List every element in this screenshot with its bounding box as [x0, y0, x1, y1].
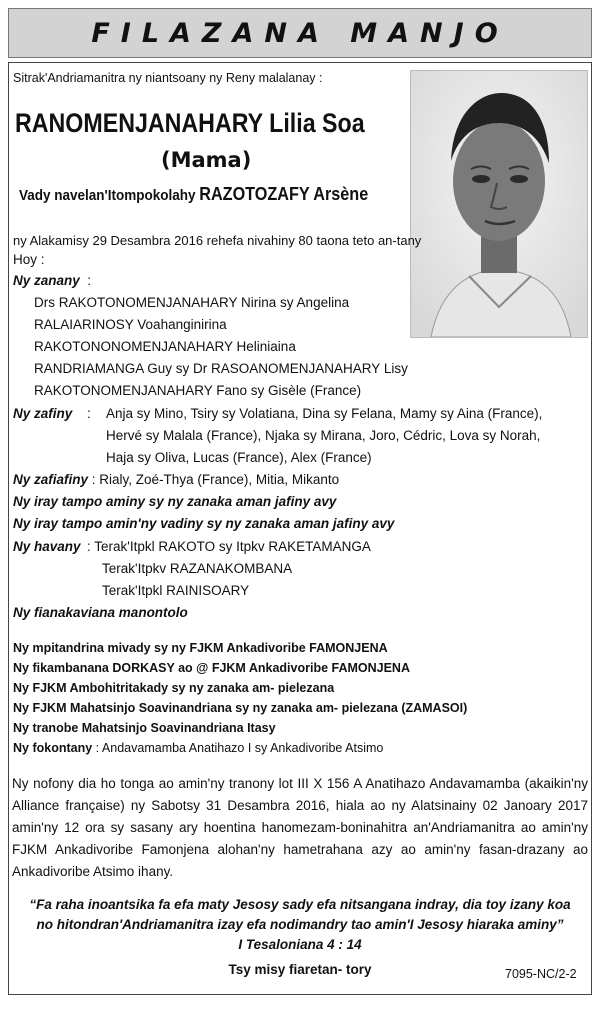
- church-line: Ny FJKM Ambohitritakady sy ny zanaka am- pielezana: [13, 681, 335, 695]
- portrait-image: [411, 71, 587, 337]
- fianakaviana: Ny fianakaviana manontolo: [13, 605, 188, 620]
- spouse-line: [19, 184, 368, 205]
- havany-line: : Terak'Itpkl RAKOTO sy Itpkv RAKETAMANGA: [87, 539, 371, 554]
- closing-text: Tsy misy fiaretan- tory: [228, 962, 372, 977]
- zafiafiny-line: [13, 472, 339, 488]
- reference-code: 7095-NC/2-2: [505, 967, 577, 981]
- church-line: Ny tranobe Mahatsinjo Soavinandriana Itasy: [13, 721, 276, 735]
- banner-title: FILAZANA MANJO: [91, 17, 509, 49]
- havany-label: Ny havany: [13, 539, 81, 554]
- spouse-name: RAZOTOZAFY Arsène: [199, 184, 369, 204]
- zanany-label: Ny zanany :: [13, 273, 92, 288]
- zafiafiny-text: : Rialy, Zoé-Thya (France), Mitia, Mikanto: [91, 472, 340, 487]
- church-line: Ny FJKM Mahatsinjo Soavinandriana sy ny zanaka am- pielezana (ZAMASOI): [13, 701, 468, 715]
- iray-tampo-aminy: Ny iray tampo aminy sy ny zanaka aman jafiny avy: [13, 494, 337, 509]
- quote-line: “Fa raha inoantsika fa efa maty Jesosy sady efa nitsangana indray, dia toy izany koa: [29, 897, 571, 912]
- havany-line: Terak'Itpkv RAZANAKOMBANA: [102, 561, 293, 576]
- zanany-item: RANDRIAMANGA Guy sy Dr RASOANOMENJANAHARY Lisy: [34, 361, 408, 376]
- header-banner: [8, 8, 592, 58]
- portrait-photo: [410, 70, 588, 338]
- quote-line: no hitondran'Andriamanitra izay efa nodimandry tao amin'I Jesosy hiaraka aminy”: [36, 917, 564, 932]
- zanany-item: RAKOTONONOMENJANAHARY Heliniaina: [34, 339, 296, 354]
- havany-line: Terak'Itpkl RAINISOARY: [102, 583, 250, 598]
- funeral-paragraph: Ny nofony dia ho tonga ao amin'ny tranony lot III X 156 A Anatihazo Andavamamba (akaikin'ny Alliance française) ny Sabotsy 31 Desambra 2016, hiala ao ny Alatsinainy 02 Janoary 2017 amin'ny 12 ora sy sasany ary hoentina hanomezam-boninahitra an'Andriamanitra ao amin'ny FJKM Ankadivoribe Famonjena alohan'ny hametrahana azy ao amin'ny fasan-drazany ao Ankadivoribe Atsimo ihany.: [12, 776, 588, 879]
- death-line: ny Alakamisy 29 Desambra 2016 rehefa nivahiny 80 taona teto an-tany: [13, 233, 422, 248]
- fokontany-line: [13, 740, 383, 756]
- hoy-label: Hoy :: [13, 252, 45, 267]
- church-line: Ny fikambanana DORKASY ao @ FJKM Ankadivoribe FAMONJENA: [13, 661, 410, 675]
- scripture-quote: [12, 895, 588, 955]
- zafiny-label: Ny zafiny: [13, 406, 73, 421]
- zanany-item: RAKOTONOMENJANAHARY Fano sy Gisèle (France): [34, 383, 362, 398]
- zafiny-colon: :: [87, 406, 91, 421]
- zafiny-line: Haja sy Oliva, Lucas (France), Alex (France): [106, 450, 372, 465]
- zanany-item: Drs RAKOTONOMENJANAHARY Nirina sy Angelina: [34, 295, 350, 310]
- zanany-item: RALAIARINOSY Voahanginirina: [34, 317, 227, 332]
- fokontany-text: : Andavamamba Anatihazo I sy Ankadivoribe Atsimo: [95, 741, 384, 755]
- zafiafiny-label: Ny zafiafiny: [13, 472, 89, 487]
- iray-tampo-vadiny: Ny iray tampo amin'ny vadiny sy ny zanaka aman jafiny avy: [13, 516, 395, 531]
- deceased-name: RANOMENJANAHARY Lilia Soa: [15, 108, 365, 138]
- intro-text: Sitrak'Andriamanitra ny niantsoany ny Reny malalanay :: [13, 71, 323, 85]
- zafiny-line: Anja sy Mino, Tsiry sy Volatiana, Dina sy Felana, Mamy sy Aina (France),: [106, 406, 543, 421]
- zafiny-line: Hervé sy Malala (France), Njaka sy Mirana, Joro, Cédric, Lova sy Norah,: [106, 428, 541, 443]
- quote-reference: I Tesaloniana 4 : 14: [238, 937, 362, 952]
- spouse-prefix: Vady navelan'Itompokolahy: [19, 187, 196, 204]
- deceased-nickname: (Mama): [161, 148, 252, 172]
- church-line: Ny mpitandrina mivady sy ny FJKM Ankadivoribe FAMONJENA: [13, 641, 388, 655]
- fokontany-label: Ny fokontany: [13, 741, 93, 755]
